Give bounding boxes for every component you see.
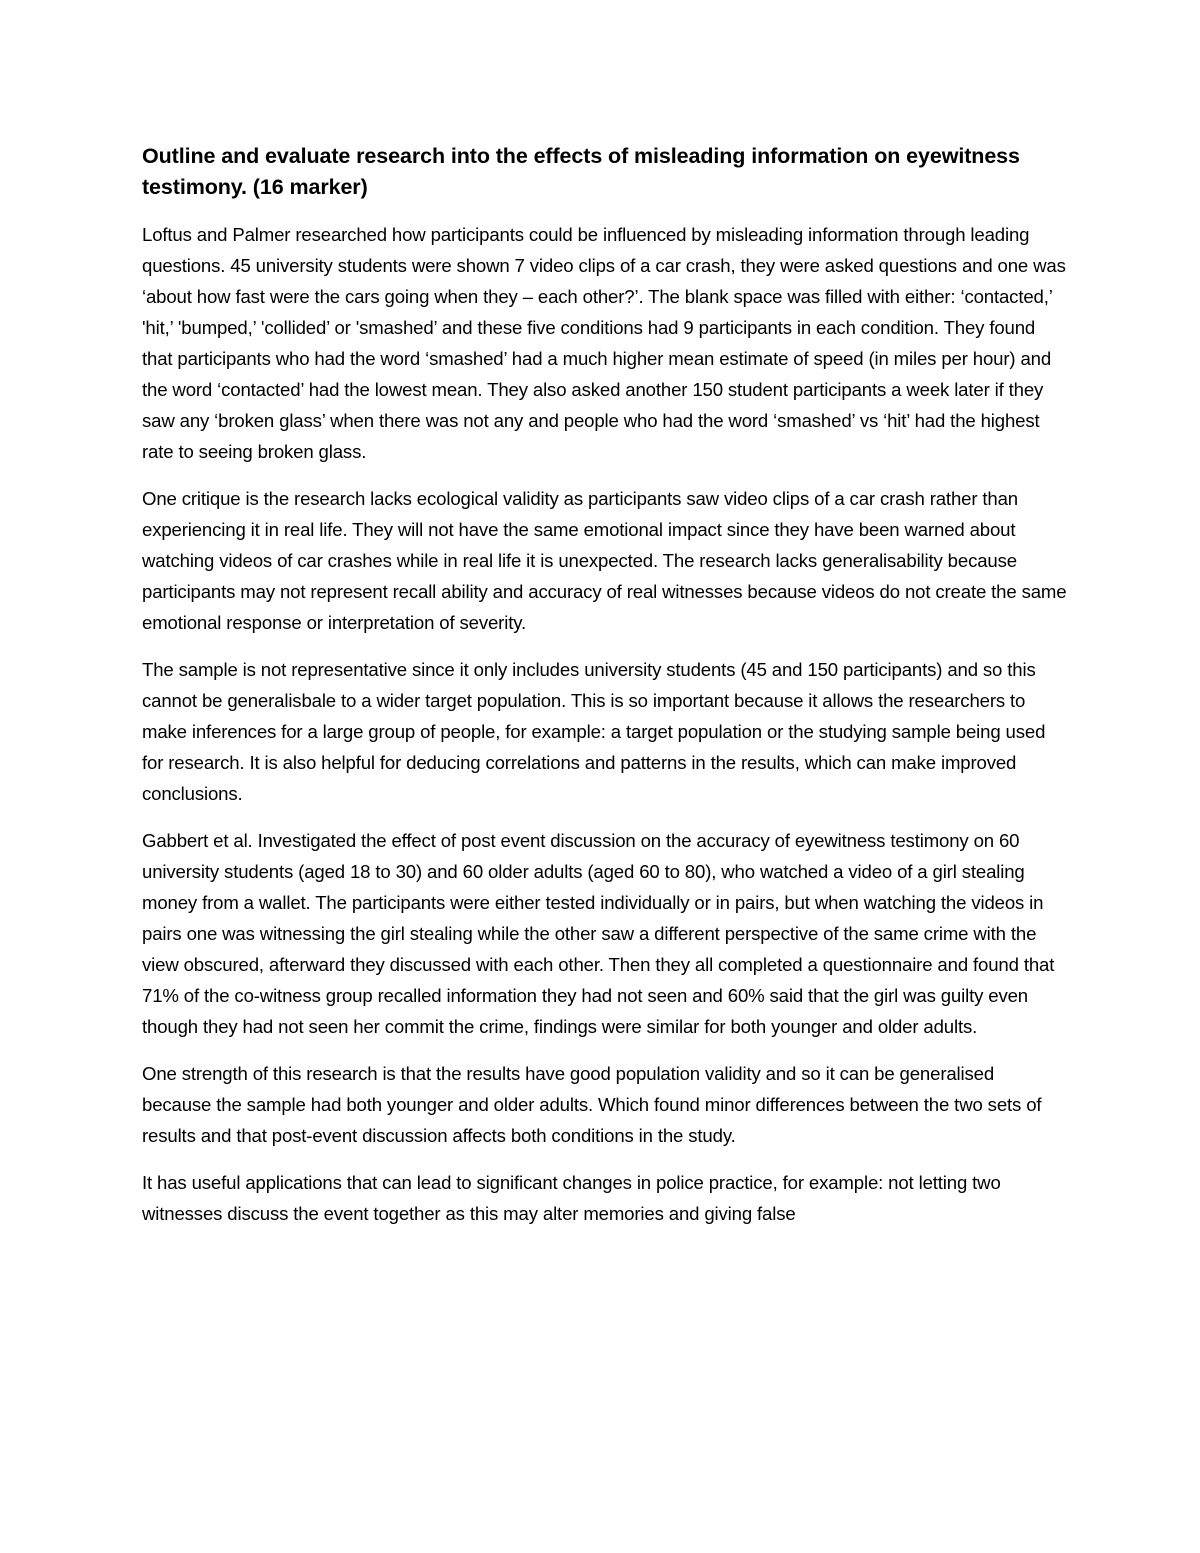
paragraph-applications: It has useful applications that can lead to significant changes in police practice, for example: not letting two witnesses discuss the event together as this may alter memories and giving false	[142, 1172, 1001, 1224]
paragraph-ecological-validity: One critique is the research lacks ecological validity as participants saw video clips of a car crash rather than experiencing it in real life. They will not have the same emotional impact since they have been warned about watching videos of car crashes while in real life it is unexpected. The research lacks generalisability because participants may not represent recall ability and accuracy of real witnesses because videos do not create the same emotional response or interpretation of severity.	[142, 488, 1067, 633]
document-title: Outline and evaluate research into the effects of misleading information on eyewitness testimony. (16 marker)	[142, 144, 1020, 199]
paragraph-loftus-palmer: Loftus and Palmer researched how participants could be influenced by misleading information through leading questions. 45 university students were shown 7 video clips of a car crash, they were asked questions and one was ‘about how fast were the cars going when they – each other?’. The blank space was filled with either: ‘contacted,’ 'hit,’ 'bumped,’ 'collided’ or 'smashed’ and these five conditions had 9 participants in each condition. They found that participants who had the word ‘smashed’ had a much higher mean estimate of speed (in miles per hour) and the word ‘contacted’ had the lowest mean. They also asked another 150 student participants a week later if they saw any ‘broken glass’ when there was not any and people who had the word ‘smashed’ vs ‘hit’ had the highest rate to seeing broken glass.	[142, 224, 1066, 462]
paragraph-population-validity: One strength of this research is that the results have good population validity and so it can be generalised because the sample had both younger and older adults. Which found minor differences between the two sets of results and that post-event discussion affects both conditions in the study.	[142, 1063, 1042, 1146]
paragraph-sample-representativeness: The sample is not representative since it only includes university students (45 and 150 participants) and so this cannot be generalisbale to a wider target population. This is so important because it allows the researchers to make inferences for a large group of people, for example: a target population or the studying sample being used for research. It is also helpful for deducing correlations and patterns in the results, which can make improved conclusions.	[142, 659, 1046, 804]
document-body	[142, 141, 1067, 1245]
paragraph-gabbert: Gabbert et al. Investigated the effect of post event discussion on the accuracy of eyewitness testimony on 60 university students (aged 18 to 30) and 60 older adults (aged 60 to 80), who watched a video of a girl stealing money from a wallet. The participants were either tested individually or in pairs, but when watching the videos in pairs one was witnessing the girl stealing while the other saw a different perspective of the same crime with the view obscured, afterward they discussed with each other. Then they all completed a questionnaire and found that 71% of the co-witness group recalled information they had not seen and 60% said that the girl was guilty even though they had not seen her commit the crime, findings were similar for both younger and older adults.	[142, 830, 1055, 1037]
